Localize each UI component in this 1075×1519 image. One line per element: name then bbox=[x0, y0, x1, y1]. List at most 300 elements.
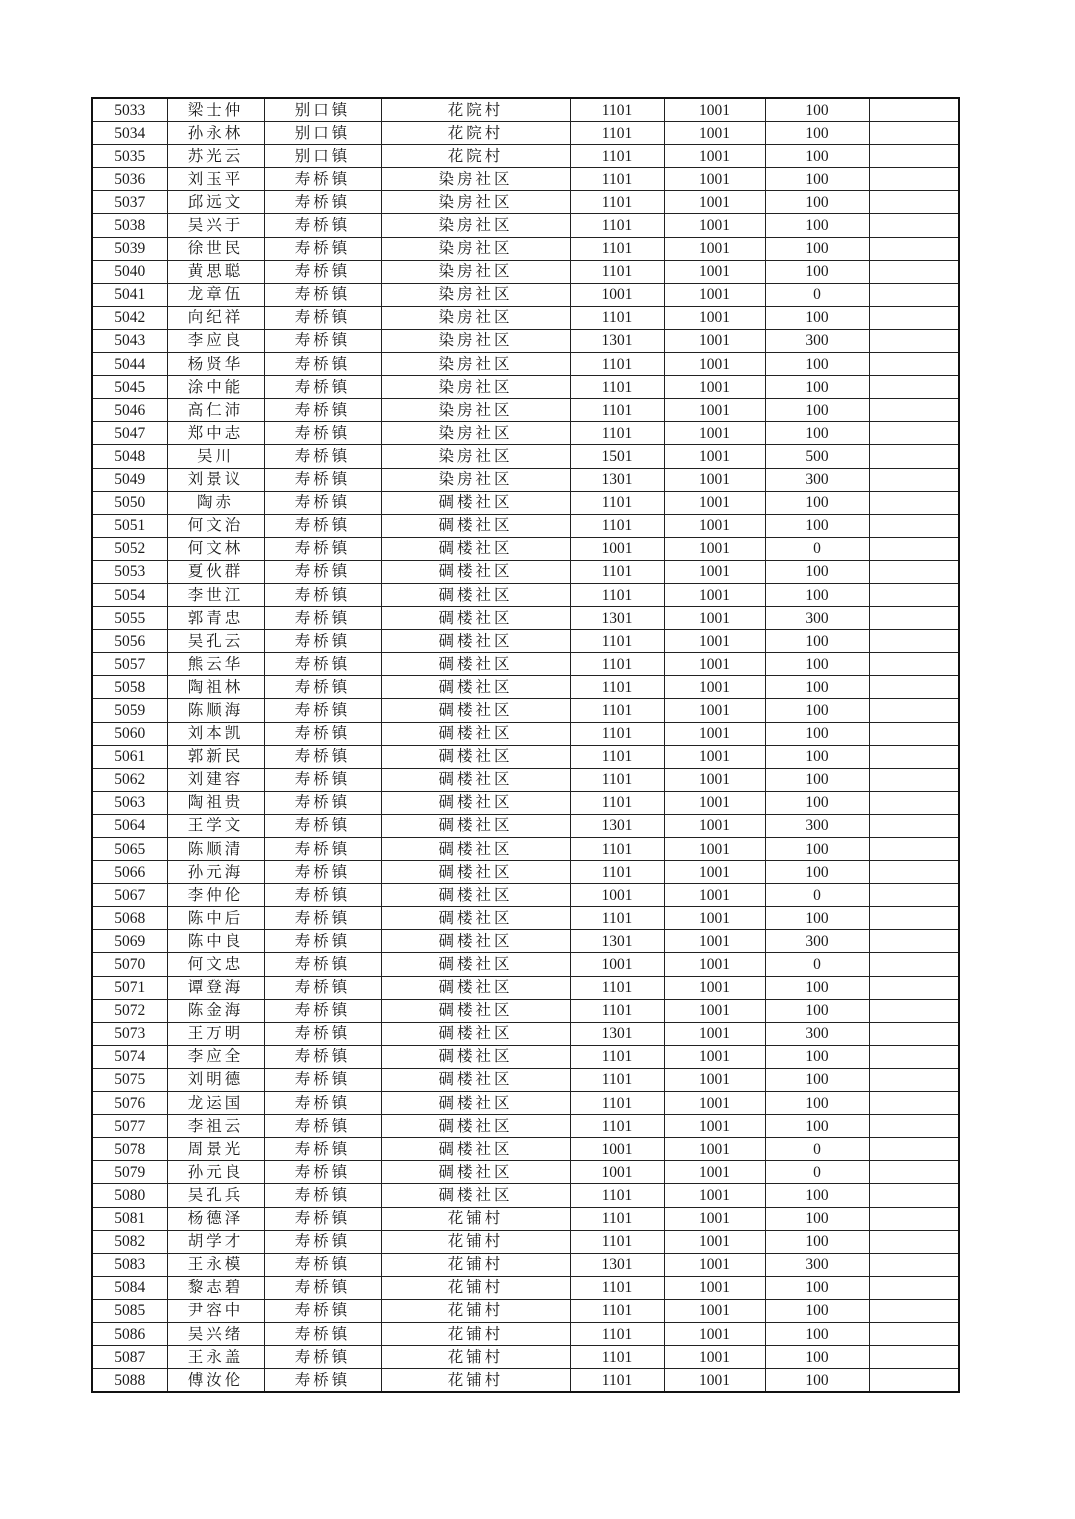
cell-serial: 5071 bbox=[92, 976, 167, 999]
cell-village: 碉楼社区 bbox=[381, 1068, 570, 1091]
cell-name: 徐世民 bbox=[167, 237, 264, 260]
cell-serial: 5047 bbox=[92, 422, 167, 445]
cell-value-a: 1001 bbox=[570, 884, 664, 907]
cell-note bbox=[869, 214, 959, 237]
cell-village: 碉楼社区 bbox=[381, 930, 570, 953]
cell-value-a: 1301 bbox=[570, 329, 664, 352]
cell-village: 染房社区 bbox=[381, 283, 570, 306]
table-row bbox=[92, 607, 959, 630]
cell-note bbox=[869, 583, 959, 606]
cell-serial: 5057 bbox=[92, 653, 167, 676]
cell-value-b: 1001 bbox=[664, 468, 765, 491]
table-row bbox=[92, 329, 959, 352]
cell-value-c: 100 bbox=[765, 999, 869, 1022]
table-row bbox=[92, 1346, 959, 1369]
cell-town: 寿桥镇 bbox=[264, 676, 381, 699]
cell-note bbox=[869, 1184, 959, 1207]
cell-serial: 5063 bbox=[92, 791, 167, 814]
cell-name: 黄思聪 bbox=[167, 260, 264, 283]
cell-name: 王学文 bbox=[167, 814, 264, 837]
table-row bbox=[92, 676, 959, 699]
cell-serial: 5079 bbox=[92, 1161, 167, 1184]
cell-town: 寿桥镇 bbox=[264, 329, 381, 352]
cell-note bbox=[869, 1369, 959, 1393]
cell-name: 刘建容 bbox=[167, 768, 264, 791]
cell-value-c: 100 bbox=[765, 1045, 869, 1068]
table-row bbox=[92, 491, 959, 514]
table-row bbox=[92, 953, 959, 976]
cell-value-b: 1001 bbox=[664, 514, 765, 537]
cell-town: 寿桥镇 bbox=[264, 214, 381, 237]
table-row bbox=[92, 191, 959, 214]
table-row bbox=[92, 1138, 959, 1161]
table-row bbox=[92, 1068, 959, 1091]
cell-name: 陈金海 bbox=[167, 999, 264, 1022]
cell-name: 傅汝伦 bbox=[167, 1369, 264, 1393]
cell-serial: 5043 bbox=[92, 329, 167, 352]
cell-serial: 5083 bbox=[92, 1253, 167, 1276]
table-row bbox=[92, 283, 959, 306]
cell-town: 寿桥镇 bbox=[264, 884, 381, 907]
cell-village: 碉楼社区 bbox=[381, 699, 570, 722]
table-body bbox=[92, 98, 959, 1392]
cell-value-c: 100 bbox=[765, 353, 869, 376]
cell-town: 寿桥镇 bbox=[264, 583, 381, 606]
cell-value-b: 1001 bbox=[664, 1068, 765, 1091]
cell-name: 陈顺清 bbox=[167, 838, 264, 861]
cell-value-b: 1001 bbox=[664, 445, 765, 468]
cell-value-b: 1001 bbox=[664, 145, 765, 168]
cell-value-c: 100 bbox=[765, 191, 869, 214]
table-row bbox=[92, 1207, 959, 1230]
cell-value-c: 100 bbox=[765, 1322, 869, 1345]
cell-name: 孙元海 bbox=[167, 861, 264, 884]
cell-name: 梁士仲 bbox=[167, 98, 264, 122]
cell-village: 染房社区 bbox=[381, 353, 570, 376]
cell-note bbox=[869, 745, 959, 768]
cell-town: 寿桥镇 bbox=[264, 237, 381, 260]
cell-value-b: 1001 bbox=[664, 399, 765, 422]
cell-note bbox=[869, 1115, 959, 1138]
cell-value-b: 1001 bbox=[664, 907, 765, 930]
cell-village: 碉楼社区 bbox=[381, 976, 570, 999]
cell-value-c: 100 bbox=[765, 791, 869, 814]
cell-value-b: 1001 bbox=[664, 422, 765, 445]
cell-village: 碉楼社区 bbox=[381, 560, 570, 583]
cell-serial: 5085 bbox=[92, 1299, 167, 1322]
cell-value-b: 1001 bbox=[664, 722, 765, 745]
cell-value-a: 1101 bbox=[570, 653, 664, 676]
table-row bbox=[92, 884, 959, 907]
cell-serial: 5042 bbox=[92, 306, 167, 329]
table-row bbox=[92, 930, 959, 953]
cell-value-b: 1001 bbox=[664, 537, 765, 560]
cell-value-b: 1001 bbox=[664, 1299, 765, 1322]
cell-note bbox=[869, 376, 959, 399]
cell-value-b: 1001 bbox=[664, 237, 765, 260]
cell-value-c: 100 bbox=[765, 306, 869, 329]
cell-name: 陈顺海 bbox=[167, 699, 264, 722]
cell-value-c: 100 bbox=[765, 745, 869, 768]
cell-name: 陈中后 bbox=[167, 907, 264, 930]
table-row bbox=[92, 861, 959, 884]
cell-value-a: 1301 bbox=[570, 1253, 664, 1276]
cell-value-a: 1101 bbox=[570, 907, 664, 930]
cell-note bbox=[869, 1068, 959, 1091]
table-row bbox=[92, 122, 959, 145]
table-row bbox=[92, 1115, 959, 1138]
cell-name: 王万明 bbox=[167, 1022, 264, 1045]
cell-note bbox=[869, 329, 959, 352]
cell-value-a: 1101 bbox=[570, 376, 664, 399]
cell-value-c: 100 bbox=[765, 630, 869, 653]
cell-village: 碉楼社区 bbox=[381, 607, 570, 630]
cell-town: 寿桥镇 bbox=[264, 445, 381, 468]
cell-note bbox=[869, 861, 959, 884]
cell-town: 寿桥镇 bbox=[264, 1092, 381, 1115]
cell-village: 碉楼社区 bbox=[381, 814, 570, 837]
cell-village: 碉楼社区 bbox=[381, 676, 570, 699]
cell-value-a: 1101 bbox=[570, 1068, 664, 1091]
table-row bbox=[92, 468, 959, 491]
cell-village: 碉楼社区 bbox=[381, 583, 570, 606]
table-row bbox=[92, 1276, 959, 1299]
cell-value-a: 1101 bbox=[570, 976, 664, 999]
cell-value-c: 100 bbox=[765, 514, 869, 537]
cell-value-c: 100 bbox=[765, 1230, 869, 1253]
cell-serial: 5060 bbox=[92, 722, 167, 745]
cell-note bbox=[869, 1253, 959, 1276]
cell-name: 黎志碧 bbox=[167, 1276, 264, 1299]
cell-note bbox=[869, 607, 959, 630]
cell-value-c: 0 bbox=[765, 953, 869, 976]
cell-serial: 5086 bbox=[92, 1322, 167, 1345]
cell-village: 染房社区 bbox=[381, 445, 570, 468]
cell-name: 王永模 bbox=[167, 1253, 264, 1276]
cell-note bbox=[869, 1276, 959, 1299]
cell-value-a: 1301 bbox=[570, 1022, 664, 1045]
table-row bbox=[92, 98, 959, 122]
table-row bbox=[92, 445, 959, 468]
cell-town: 寿桥镇 bbox=[264, 1138, 381, 1161]
table-row bbox=[92, 237, 959, 260]
cell-note bbox=[869, 838, 959, 861]
cell-town: 寿桥镇 bbox=[264, 168, 381, 191]
data-table bbox=[91, 97, 960, 1393]
table-row bbox=[92, 376, 959, 399]
cell-name: 吴孔云 bbox=[167, 630, 264, 653]
cell-town: 寿桥镇 bbox=[264, 1276, 381, 1299]
cell-value-c: 500 bbox=[765, 445, 869, 468]
cell-value-b: 1001 bbox=[664, 814, 765, 837]
cell-value-a: 1101 bbox=[570, 1115, 664, 1138]
cell-value-a: 1101 bbox=[570, 745, 664, 768]
cell-serial: 5065 bbox=[92, 838, 167, 861]
cell-town: 寿桥镇 bbox=[264, 468, 381, 491]
cell-village: 碉楼社区 bbox=[381, 791, 570, 814]
cell-value-a: 1301 bbox=[570, 930, 664, 953]
cell-town: 别口镇 bbox=[264, 122, 381, 145]
cell-value-a: 1101 bbox=[570, 1299, 664, 1322]
cell-village: 花铺村 bbox=[381, 1230, 570, 1253]
cell-serial: 5037 bbox=[92, 191, 167, 214]
cell-value-b: 1001 bbox=[664, 214, 765, 237]
cell-village: 染房社区 bbox=[381, 399, 570, 422]
cell-serial: 5033 bbox=[92, 98, 167, 122]
cell-name: 熊云华 bbox=[167, 653, 264, 676]
cell-value-c: 100 bbox=[765, 122, 869, 145]
cell-serial: 5053 bbox=[92, 560, 167, 583]
cell-value-b: 1001 bbox=[664, 930, 765, 953]
cell-town: 寿桥镇 bbox=[264, 607, 381, 630]
cell-village: 碉楼社区 bbox=[381, 953, 570, 976]
cell-serial: 5046 bbox=[92, 399, 167, 422]
cell-town: 寿桥镇 bbox=[264, 1207, 381, 1230]
cell-value-b: 1001 bbox=[664, 122, 765, 145]
cell-town: 寿桥镇 bbox=[264, 699, 381, 722]
table-row bbox=[92, 653, 959, 676]
cell-town: 寿桥镇 bbox=[264, 930, 381, 953]
cell-village: 碉楼社区 bbox=[381, 491, 570, 514]
cell-value-c: 100 bbox=[765, 722, 869, 745]
cell-value-a: 1101 bbox=[570, 237, 664, 260]
cell-note bbox=[869, 306, 959, 329]
cell-note bbox=[869, 976, 959, 999]
table-row bbox=[92, 168, 959, 191]
cell-value-a: 1101 bbox=[570, 1369, 664, 1393]
cell-town: 寿桥镇 bbox=[264, 1022, 381, 1045]
cell-town: 寿桥镇 bbox=[264, 1322, 381, 1345]
cell-serial: 5061 bbox=[92, 745, 167, 768]
cell-value-a: 1101 bbox=[570, 168, 664, 191]
cell-village: 碉楼社区 bbox=[381, 1138, 570, 1161]
cell-note bbox=[869, 722, 959, 745]
cell-name: 向纪祥 bbox=[167, 306, 264, 329]
cell-value-c: 100 bbox=[765, 861, 869, 884]
cell-name: 王永盖 bbox=[167, 1346, 264, 1369]
cell-serial: 5087 bbox=[92, 1346, 167, 1369]
cell-value-c: 100 bbox=[765, 676, 869, 699]
cell-serial: 5039 bbox=[92, 237, 167, 260]
cell-serial: 5036 bbox=[92, 168, 167, 191]
cell-name: 谭登海 bbox=[167, 976, 264, 999]
cell-value-b: 1001 bbox=[664, 1045, 765, 1068]
cell-town: 寿桥镇 bbox=[264, 376, 381, 399]
table-row bbox=[92, 1299, 959, 1322]
cell-village: 花院村 bbox=[381, 98, 570, 122]
cell-value-b: 1001 bbox=[664, 838, 765, 861]
cell-value-c: 100 bbox=[765, 560, 869, 583]
cell-note bbox=[869, 930, 959, 953]
cell-name: 高仁沛 bbox=[167, 399, 264, 422]
cell-note bbox=[869, 676, 959, 699]
cell-value-c: 100 bbox=[765, 583, 869, 606]
cell-value-b: 1001 bbox=[664, 1022, 765, 1045]
cell-value-c: 100 bbox=[765, 838, 869, 861]
table-row bbox=[92, 999, 959, 1022]
cell-village: 花铺村 bbox=[381, 1299, 570, 1322]
cell-village: 染房社区 bbox=[381, 422, 570, 445]
cell-town: 寿桥镇 bbox=[264, 630, 381, 653]
table-row bbox=[92, 1022, 959, 1045]
cell-note bbox=[869, 768, 959, 791]
cell-value-a: 1101 bbox=[570, 560, 664, 583]
cell-value-b: 1001 bbox=[664, 353, 765, 376]
cell-value-a: 1001 bbox=[570, 283, 664, 306]
table-row bbox=[92, 1322, 959, 1345]
cell-value-c: 100 bbox=[765, 1369, 869, 1393]
cell-serial: 5074 bbox=[92, 1045, 167, 1068]
cell-village: 碉楼社区 bbox=[381, 1022, 570, 1045]
cell-value-c: 100 bbox=[765, 1115, 869, 1138]
cell-value-c: 100 bbox=[765, 768, 869, 791]
cell-name: 李世江 bbox=[167, 583, 264, 606]
cell-value-c: 300 bbox=[765, 607, 869, 630]
cell-town: 寿桥镇 bbox=[264, 1161, 381, 1184]
cell-name: 刘玉平 bbox=[167, 168, 264, 191]
cell-note bbox=[869, 999, 959, 1022]
cell-note bbox=[869, 791, 959, 814]
cell-value-c: 100 bbox=[765, 653, 869, 676]
cell-note bbox=[869, 98, 959, 122]
cell-value-a: 1101 bbox=[570, 122, 664, 145]
cell-name: 郭新民 bbox=[167, 745, 264, 768]
cell-value-b: 1001 bbox=[664, 861, 765, 884]
cell-value-a: 1101 bbox=[570, 630, 664, 653]
cell-value-c: 100 bbox=[765, 1068, 869, 1091]
cell-town: 寿桥镇 bbox=[264, 861, 381, 884]
cell-value-c: 0 bbox=[765, 283, 869, 306]
cell-value-a: 1101 bbox=[570, 722, 664, 745]
cell-value-b: 1001 bbox=[664, 491, 765, 514]
cell-village: 碉楼社区 bbox=[381, 630, 570, 653]
cell-name: 吴川 bbox=[167, 445, 264, 468]
cell-name: 何文林 bbox=[167, 537, 264, 560]
cell-serial: 5070 bbox=[92, 953, 167, 976]
cell-value-c: 300 bbox=[765, 814, 869, 837]
cell-note bbox=[869, 237, 959, 260]
cell-note bbox=[869, 537, 959, 560]
cell-value-c: 0 bbox=[765, 884, 869, 907]
cell-serial: 5082 bbox=[92, 1230, 167, 1253]
cell-note bbox=[869, 560, 959, 583]
cell-value-a: 1101 bbox=[570, 1045, 664, 1068]
cell-town: 寿桥镇 bbox=[264, 260, 381, 283]
cell-value-b: 1001 bbox=[664, 1346, 765, 1369]
cell-note bbox=[869, 630, 959, 653]
cell-value-b: 1001 bbox=[664, 999, 765, 1022]
cell-serial: 5034 bbox=[92, 122, 167, 145]
cell-serial: 5056 bbox=[92, 630, 167, 653]
cell-value-a: 1001 bbox=[570, 537, 664, 560]
cell-serial: 5075 bbox=[92, 1068, 167, 1091]
cell-note bbox=[869, 260, 959, 283]
cell-village: 碉楼社区 bbox=[381, 722, 570, 745]
cell-village: 染房社区 bbox=[381, 329, 570, 352]
cell-value-b: 1001 bbox=[664, 791, 765, 814]
cell-value-b: 1001 bbox=[664, 1092, 765, 1115]
cell-value-c: 100 bbox=[765, 699, 869, 722]
cell-serial: 5073 bbox=[92, 1022, 167, 1045]
cell-value-b: 1001 bbox=[664, 1322, 765, 1345]
cell-value-b: 1001 bbox=[664, 583, 765, 606]
cell-value-b: 1001 bbox=[664, 1184, 765, 1207]
cell-value-c: 0 bbox=[765, 537, 869, 560]
cell-serial: 5076 bbox=[92, 1092, 167, 1115]
cell-value-c: 300 bbox=[765, 1253, 869, 1276]
cell-note bbox=[869, 814, 959, 837]
cell-note bbox=[869, 145, 959, 168]
cell-village: 花铺村 bbox=[381, 1207, 570, 1230]
cell-serial: 5054 bbox=[92, 583, 167, 606]
cell-name: 陈中良 bbox=[167, 930, 264, 953]
cell-value-a: 1101 bbox=[570, 583, 664, 606]
table-row bbox=[92, 560, 959, 583]
cell-value-a: 1101 bbox=[570, 1230, 664, 1253]
cell-village: 染房社区 bbox=[381, 306, 570, 329]
cell-village: 碉楼社区 bbox=[381, 1045, 570, 1068]
cell-village: 染房社区 bbox=[381, 191, 570, 214]
cell-serial: 5055 bbox=[92, 607, 167, 630]
cell-name: 涂中能 bbox=[167, 376, 264, 399]
cell-village: 花铺村 bbox=[381, 1369, 570, 1393]
table-row bbox=[92, 422, 959, 445]
cell-value-b: 1001 bbox=[664, 191, 765, 214]
cell-value-a: 1101 bbox=[570, 1276, 664, 1299]
cell-serial: 5068 bbox=[92, 907, 167, 930]
cell-value-a: 1101 bbox=[570, 1184, 664, 1207]
table-row bbox=[92, 722, 959, 745]
cell-name: 孙永林 bbox=[167, 122, 264, 145]
cell-value-b: 1001 bbox=[664, 1369, 765, 1393]
cell-value-a: 1101 bbox=[570, 791, 664, 814]
cell-village: 碉楼社区 bbox=[381, 838, 570, 861]
table-row bbox=[92, 630, 959, 653]
cell-note bbox=[869, 953, 959, 976]
table-row bbox=[92, 1184, 959, 1207]
cell-value-b: 1001 bbox=[664, 560, 765, 583]
cell-note bbox=[869, 1207, 959, 1230]
cell-note bbox=[869, 468, 959, 491]
cell-town: 寿桥镇 bbox=[264, 560, 381, 583]
table-row bbox=[92, 1045, 959, 1068]
cell-village: 染房社区 bbox=[381, 468, 570, 491]
cell-note bbox=[869, 1092, 959, 1115]
cell-town: 寿桥镇 bbox=[264, 1045, 381, 1068]
cell-note bbox=[869, 1346, 959, 1369]
cell-name: 刘景议 bbox=[167, 468, 264, 491]
cell-note bbox=[869, 653, 959, 676]
cell-village: 碉楼社区 bbox=[381, 653, 570, 676]
cell-village: 碉楼社区 bbox=[381, 999, 570, 1022]
cell-serial: 5035 bbox=[92, 145, 167, 168]
cell-value-c: 0 bbox=[765, 1138, 869, 1161]
cell-town: 寿桥镇 bbox=[264, 1184, 381, 1207]
cell-serial: 5081 bbox=[92, 1207, 167, 1230]
cell-name: 李应良 bbox=[167, 329, 264, 352]
cell-note bbox=[869, 1161, 959, 1184]
cell-value-b: 1001 bbox=[664, 607, 765, 630]
cell-note bbox=[869, 1022, 959, 1045]
cell-value-a: 1101 bbox=[570, 491, 664, 514]
cell-town: 别口镇 bbox=[264, 145, 381, 168]
cell-name: 李仲伦 bbox=[167, 884, 264, 907]
cell-value-a: 1101 bbox=[570, 514, 664, 537]
table-row bbox=[92, 1161, 959, 1184]
cell-town: 寿桥镇 bbox=[264, 838, 381, 861]
table-row bbox=[92, 814, 959, 837]
table-row bbox=[92, 514, 959, 537]
